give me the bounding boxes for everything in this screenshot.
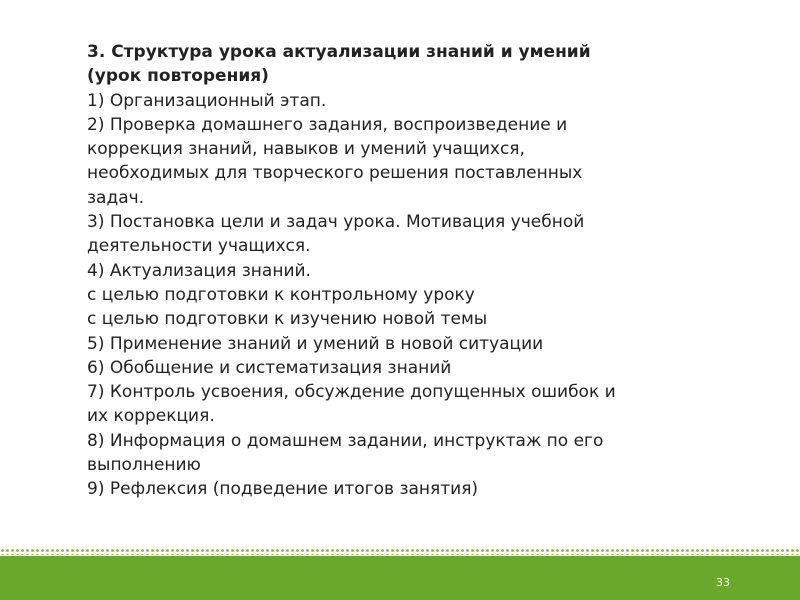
- content-line: 8) Информация о домашнем задании, инструктаж по его: [87, 430, 604, 451]
- content-line: с целью подготовки к контрольному уроку: [87, 284, 475, 305]
- content-line: их коррекция.: [87, 406, 215, 427]
- content-line: необходимых для творческого решения поставленных: [87, 163, 583, 184]
- content-line: 5) Применение знаний и умений в новой ситуации: [87, 333, 544, 354]
- slide-number: 33: [716, 576, 730, 589]
- content-line: 2) Проверка домашнего задания, воспроизведение и: [87, 114, 568, 135]
- content-line: 7) Контроль усвоения, обсуждение допущенных ошибок и: [87, 382, 616, 403]
- content-line: 6) Обобщение и систематизация знаний: [87, 357, 452, 378]
- content-line: выполнению: [87, 455, 201, 476]
- content-line: 4) Актуализация знаний.: [87, 260, 311, 281]
- dotted-divider: [0, 548, 800, 555]
- content-line: деятельности учащихся.: [87, 236, 311, 257]
- slide-title-line-1: 3. Структура урока актуализации знаний и умений: [87, 42, 591, 62]
- slide-title-line-2: (урок повторения): [87, 66, 269, 87]
- slide-content: [87, 40, 777, 502]
- content-line: 1) Организационный этап.: [87, 90, 327, 111]
- content-line: с целью подготовки к изучению новой темы: [87, 309, 488, 330]
- content-line: 3) Постановка цели и задач урока. Мотивация учебной: [87, 212, 585, 233]
- content-line: коррекция знаний, навыков и умений учащихся,: [87, 139, 525, 160]
- content-line: 9) Рефлексия (подведение итогов занятия): [87, 479, 479, 500]
- content-line: задач.: [87, 187, 145, 208]
- footer-bar: [0, 556, 800, 600]
